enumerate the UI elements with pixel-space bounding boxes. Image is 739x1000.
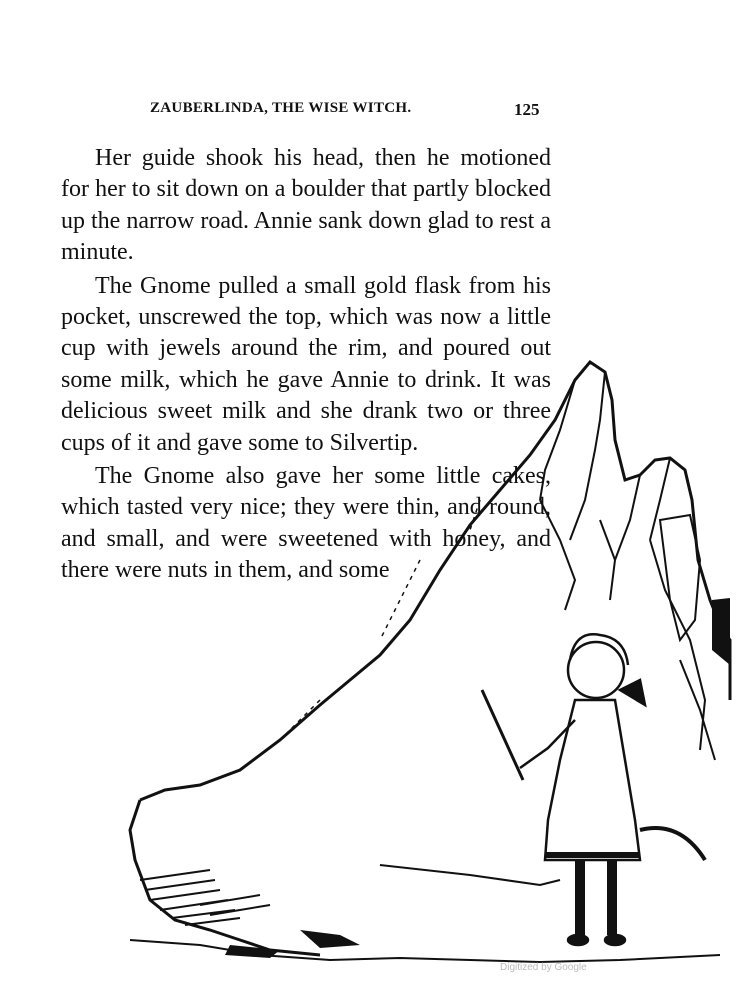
girl-head — [568, 642, 624, 698]
digitized-watermark: Digitized by Google — [500, 962, 587, 973]
girl-shoe-right — [605, 935, 625, 945]
page-number: 125 — [514, 100, 540, 119]
boulder-hatching — [140, 870, 270, 925]
walking-stick — [482, 690, 523, 780]
running-title: ZAUBERLINDA, THE WISE WITCH. — [150, 100, 412, 116]
silvertip-tail — [640, 828, 705, 860]
girl-shoe-left — [568, 935, 588, 945]
paragraph-1: Her guide shook his head, then he motioned for her to sit down on a boulder that partly blocked up the narrow road. Annie sank down glad to rest a minute. — [61, 145, 551, 266]
girl-dress — [545, 700, 640, 860]
body-text — [61, 143, 551, 587]
rock-shadow — [712, 598, 730, 665]
ledge — [380, 865, 560, 885]
girl-figure — [520, 634, 645, 945]
paragraph-2: The Gnome pulled a small gold flask from his pocket, unscrewed the top, which was now a little cup with jewels around the rim, and poured out some milk, which he gave Annie to drink. It was delicious sweet milk and she drank two or three cups of it and gave some to Silvertip. — [61, 272, 551, 456]
ground-shadows — [225, 930, 360, 958]
girl-hair-bow — [620, 680, 645, 705]
paragraph-3: The Gnome also gave her some little cakes, which tasted very nice; they were thin, and round, and small, and were sweetened with honey, and there were nuts in them, and some — [61, 463, 551, 584]
ground — [130, 940, 720, 962]
